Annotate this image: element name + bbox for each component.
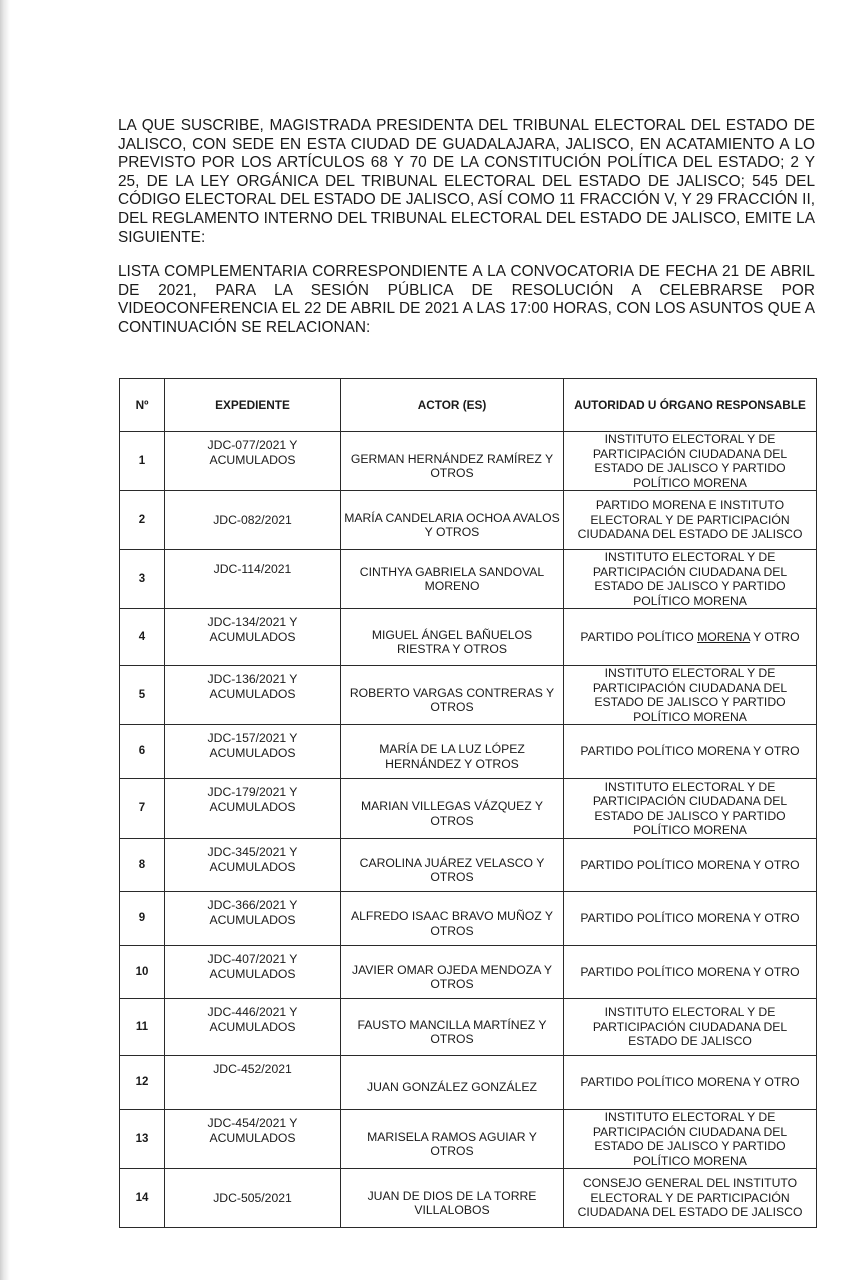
row-expediente: JDC-407/2021 Y ACUMULADOS xyxy=(165,946,341,999)
header-num: Nº xyxy=(120,379,165,432)
row-number: 3 xyxy=(120,550,165,609)
row-number: 13 xyxy=(120,1110,165,1169)
row-expediente: JDC-134/2021 Y ACUMULADOS xyxy=(165,609,341,666)
header-expediente: EXPEDIENTE xyxy=(165,379,341,432)
row-autoridad: INSTITUTO ELECTORAL Y DE PARTICIPACIÓN CIUDADANA DEL ESTADO DE JALISCO Y PARTIDO POLÍTICO MORENA xyxy=(564,550,817,609)
row-number: 7 xyxy=(120,779,165,839)
table-row xyxy=(120,432,817,491)
table-row xyxy=(120,779,817,839)
cases-table xyxy=(119,378,817,1228)
table-row xyxy=(120,725,817,779)
header-autoridad: AUTORIDAD U ÓRGANO RESPONSABLE xyxy=(564,379,817,432)
row-expediente: JDC-077/2021 Y ACUMULADOS xyxy=(165,432,341,491)
table-row xyxy=(120,999,817,1056)
table-row xyxy=(120,1056,817,1110)
row-actor: MIGUEL ÁNGEL BAÑUELOS RIESTRA Y OTROS xyxy=(341,609,564,666)
page-edge-shadow xyxy=(0,0,10,1280)
table-row xyxy=(120,839,817,892)
table-row xyxy=(120,892,817,946)
row-number: 6 xyxy=(120,725,165,779)
row-expediente: JDC-179/2021 Y ACUMULADOS xyxy=(165,779,341,839)
row-actor: FAUSTO MANCILLA MARTÍNEZ Y OTROS xyxy=(341,999,564,1056)
row-expediente: JDC-345/2021 Y ACUMULADOS xyxy=(165,839,341,892)
row-actor: JUAN DE DIOS DE LA TORRE VILLALOBOS xyxy=(341,1169,564,1228)
row-actor: MARÍA CANDELARIA OCHOA AVALOS Y OTROS xyxy=(341,491,564,550)
row-actor: MARISELA RAMOS AGUIAR Y OTROS xyxy=(341,1110,564,1169)
row-expediente: JDC-114/2021 xyxy=(165,550,341,609)
row-number: 11 xyxy=(120,999,165,1056)
row-autoridad xyxy=(564,609,817,666)
row-autoridad: INSTITUTO ELECTORAL Y DE PARTICIPACIÓN CIUDADANA DEL ESTADO DE JALISCO xyxy=(564,999,817,1056)
table-row xyxy=(120,550,817,609)
row-actor: JUAN GONZÁLEZ GONZÁLEZ xyxy=(341,1056,564,1110)
row-autoridad: PARTIDO MORENA E INSTITUTO ELECTORAL Y DE PARTICIPACIÓN CIUDADANA DEL ESTADO DE JALISCO xyxy=(564,491,817,550)
row-number: 12 xyxy=(120,1056,165,1110)
table-row xyxy=(120,491,817,550)
table-row xyxy=(120,1169,817,1228)
row-actor: ALFREDO ISAAC BRAVO MUÑOZ Y OTROS xyxy=(341,892,564,946)
intro-paragraph-1: LA QUE SUSCRIBE, MAGISTRADA PRESIDENTA DEL TRIBUNAL ELECTORAL DEL ESTADO DE JALISCO, CON SEDE EN ESTA CIUDAD DE GUADALAJARA, JALISCO, EN ACATAMIENTO A LO PREVISTO POR LOS ARTÍCULOS 68 Y 70 DE LA CONSTITUCIÓN POLÍTICA DEL ESTADO; 2 Y 25, DE LA LEY ORGÁNICA DEL TRIBUNAL ELECTORAL DEL ESTADO DE JALISCO; 545 DEL CÓDIGO ELECTORAL DEL ESTADO DE JALISCO, ASÍ COMO 11 FRACCIÓN V, Y 29 FRACCIÓN II, DEL REGLAMENTO INTERNO DEL TRIBUNAL ELECTORAL DEL ESTADO DE JALISCO, EMITE LA SIGUIENTE: xyxy=(118,117,815,246)
table-row xyxy=(120,1110,817,1169)
table-header-row xyxy=(120,379,817,432)
autoridad-text-pre: PARTIDO POLÍTICO xyxy=(580,629,698,644)
row-actor: CAROLINA JUÁREZ VELASCO Y OTROS xyxy=(341,839,564,892)
row-autoridad: INSTITUTO ELECTORAL Y DE PARTICIPACIÓN CIUDADANA DEL ESTADO DE JALISCO Y PARTIDO POLÍTICO MORENA xyxy=(564,1110,817,1169)
autoridad-text-marked: MORENA xyxy=(697,629,750,644)
row-number: 9 xyxy=(120,892,165,946)
intro-paragraph-2: LISTA COMPLEMENTARIA CORRESPONDIENTE A LA CONVOCATORIA DE FECHA 21 DE ABRIL DE 2021, PARA LA SESIÓN PÚBLICA DE RESOLUCIÓN A CELEBRARSE POR VIDEOCONFERENCIA EL 22 DE ABRIL DE 2021 A LAS 17:00 HORAS, CON LOS ASUNTOS QUE A CONTINUACIÓN SE RELACIONAN: xyxy=(118,263,815,336)
row-autoridad: PARTIDO POLÍTICO MORENA Y OTRO xyxy=(564,946,817,999)
row-actor: GERMAN HERNÁNDEZ RAMÍREZ Y OTROS xyxy=(341,432,564,491)
row-autoridad: PARTIDO POLÍTICO MORENA Y OTRO xyxy=(564,839,817,892)
row-expediente: JDC-454/2021 Y ACUMULADOS xyxy=(165,1110,341,1169)
table-row xyxy=(120,946,817,999)
table-row xyxy=(120,609,817,666)
row-number: 4 xyxy=(120,609,165,666)
autoridad-text-post: Y OTRO xyxy=(749,629,800,644)
row-autoridad: CONSEJO GENERAL DEL INSTITUTO ELECTORAL Y DE PARTICIPACIÓN CIUDADANA DEL ESTADO DE JALISCO xyxy=(564,1169,817,1228)
table-row xyxy=(120,666,817,725)
row-autoridad: INSTITUTO ELECTORAL Y DE PARTICIPACIÓN CIUDADANA DEL ESTADO DE JALISCO Y PARTIDO POLÍTICO MORENA xyxy=(564,779,817,839)
row-expediente: JDC-446/2021 Y ACUMULADOS xyxy=(165,999,341,1056)
row-number: 8 xyxy=(120,839,165,892)
row-expediente: JDC-366/2021 Y ACUMULADOS xyxy=(165,892,341,946)
row-number: 1 xyxy=(120,432,165,491)
row-actor: MARÍA DE LA LUZ LÓPEZ HERNÁNDEZ Y OTROS xyxy=(341,725,564,779)
row-expediente: JDC-452/2021 xyxy=(165,1056,341,1110)
row-actor: CINTHYA GABRIELA SANDOVAL MORENO xyxy=(341,550,564,609)
row-expediente: JDC-136/2021 Y ACUMULADOS xyxy=(165,666,341,725)
row-autoridad: PARTIDO POLÍTICO MORENA Y OTRO xyxy=(564,725,817,779)
row-number: 14 xyxy=(120,1169,165,1228)
row-number: 2 xyxy=(120,491,165,550)
row-expediente: JDC-505/2021 xyxy=(165,1169,341,1228)
row-autoridad: INSTITUTO ELECTORAL Y DE PARTICIPACIÓN CIUDADANA DEL ESTADO DE JALISCO Y PARTIDO POLÍTICO MORENA xyxy=(564,432,817,491)
row-autoridad: INSTITUTO ELECTORAL Y DE PARTICIPACIÓN CIUDADANA DEL ESTADO DE JALISCO Y PARTIDO POLÍTICO MORENA xyxy=(564,666,817,725)
row-autoridad: PARTIDO POLÍTICO MORENA Y OTRO xyxy=(564,892,817,946)
row-number: 5 xyxy=(120,666,165,725)
row-expediente: JDC-157/2021 Y ACUMULADOS xyxy=(165,725,341,779)
row-actor: ROBERTO VARGAS CONTRERAS Y OTROS xyxy=(341,666,564,725)
row-autoridad: PARTIDO POLÍTICO MORENA Y OTRO xyxy=(564,1056,817,1110)
document-intro xyxy=(118,117,815,338)
row-number: 10 xyxy=(120,946,165,999)
header-actor: ACTOR (ES) xyxy=(341,379,564,432)
row-actor: JAVIER OMAR OJEDA MENDOZA Y OTROS xyxy=(341,946,564,999)
row-expediente: JDC-082/2021 xyxy=(165,491,341,550)
row-actor: MARIAN VILLEGAS VÁZQUEZ Y OTROS xyxy=(341,779,564,839)
